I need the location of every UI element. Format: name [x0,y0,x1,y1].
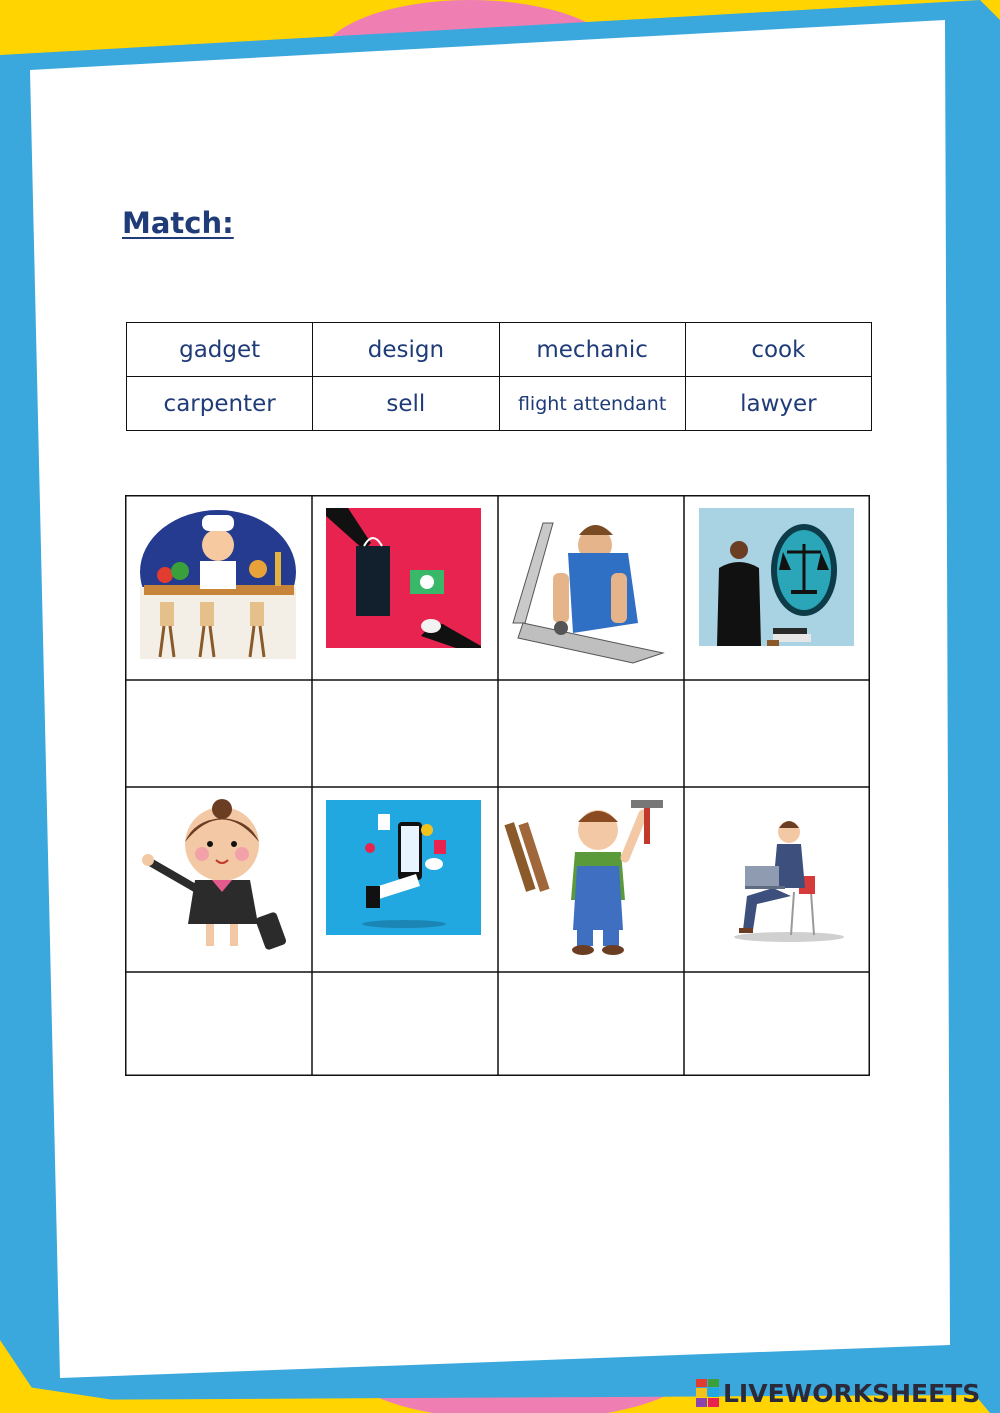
chef-picture [140,510,296,659]
lawyer-picture [699,508,854,646]
answer-cell[interactable] [686,974,868,1074]
word-sell: sell [313,377,499,431]
answer-cell[interactable] [314,974,496,1074]
word-design: design [313,323,499,377]
answer-cell[interactable] [500,974,682,1074]
brand-text: LIVEWORKSHEETS [723,1378,981,1408]
mechanic-picture [513,523,663,663]
carpenter-picture [504,800,663,955]
word-bank-row [127,377,872,431]
answer-cell[interactable] [500,682,682,785]
word-mechanic: mechanic [499,323,685,377]
word-lawyer: lawyer [685,377,871,431]
answer-cell[interactable] [314,682,496,785]
answer-cell[interactable] [127,682,310,785]
worksheet-title: Match: [122,206,234,240]
word-bank-row [127,323,872,377]
flight-attendant-picture [142,799,287,951]
selling-picture [326,508,481,648]
designer-picture [734,821,844,942]
answer-cell[interactable] [686,682,868,785]
word-carpenter: carpenter [127,377,313,431]
matching-grid [125,495,870,1076]
word-cook: cook [685,323,871,377]
word-flight-attendant: flight attendant [499,377,685,431]
gadget-picture [326,800,481,935]
liveworksheets-brand[interactable] [696,1378,980,1408]
answer-cell[interactable] [127,974,310,1074]
liveworksheets-logo-icon [696,1379,720,1407]
word-gadget: gadget [127,323,313,377]
word-bank-table [126,322,872,431]
